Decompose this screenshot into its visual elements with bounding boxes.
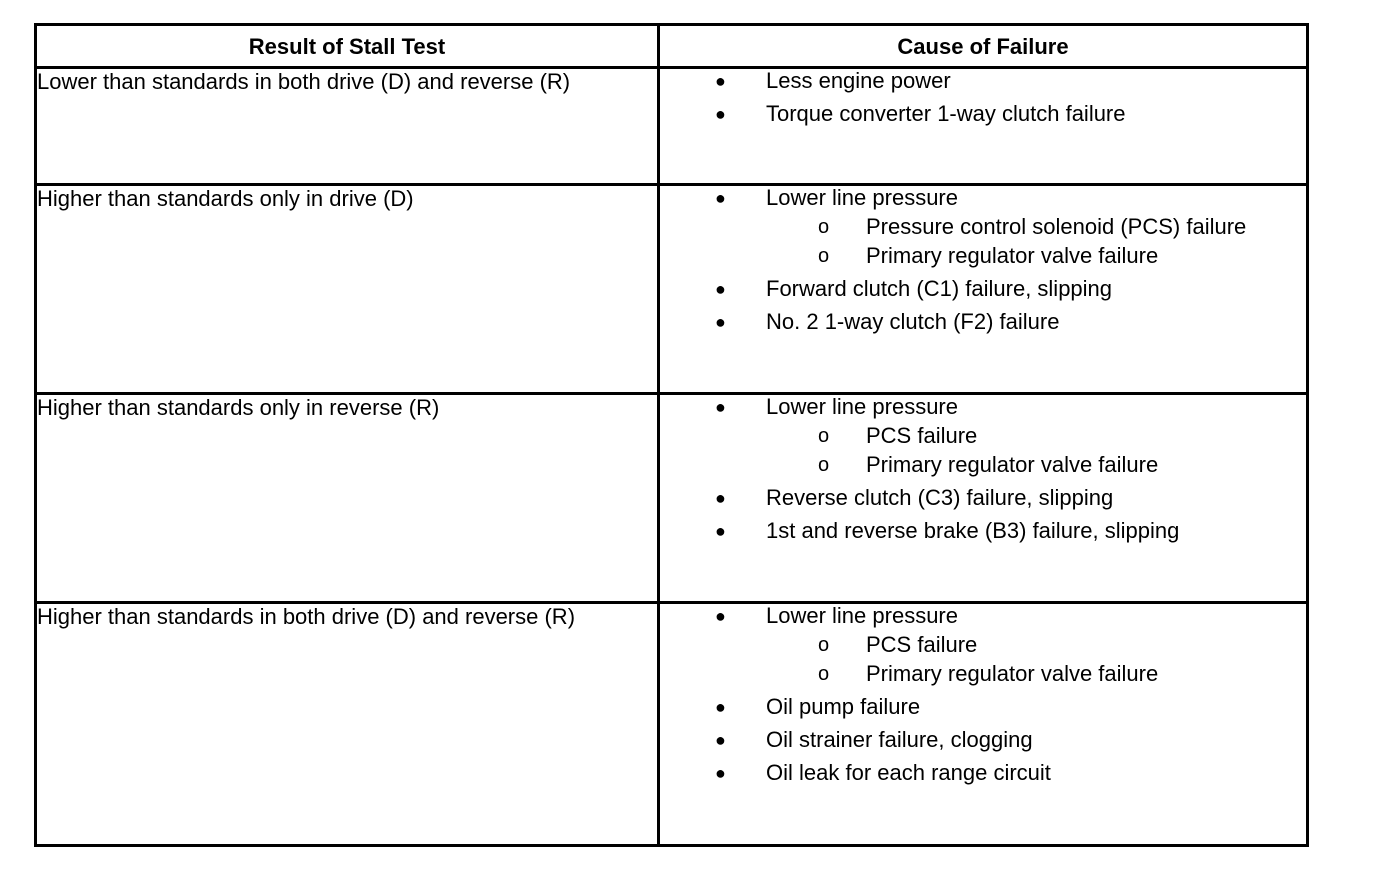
cause-item <box>660 395 1306 477</box>
sub-cause-item <box>766 214 1306 239</box>
bullet-icon: ● <box>715 730 726 750</box>
sub-cause-list <box>766 423 1306 477</box>
bullet-icon: ● <box>715 488 726 508</box>
bullet-icon: ● <box>715 312 726 332</box>
circle-bullet-icon: o <box>818 454 830 476</box>
sub-cause-text: PCS failure <box>866 632 978 657</box>
cause-item <box>660 310 1306 334</box>
cause-text: Torque converter 1-way clutch failure <box>766 101 1126 126</box>
table-row <box>36 68 1308 185</box>
sub-cause-list <box>766 632 1306 686</box>
cause-item <box>660 728 1306 752</box>
cause-item <box>660 102 1306 126</box>
sub-cause-item <box>766 243 1306 268</box>
sub-cause-item <box>766 423 1306 448</box>
circle-bullet-icon: o <box>818 245 830 267</box>
stall-test-table <box>34 23 1309 847</box>
circle-bullet-icon: o <box>818 216 830 238</box>
result-cell: Higher than standards only in drive (D) <box>36 185 659 394</box>
result-cell: Higher than standards in both drive (D) and reverse (R) <box>36 603 659 846</box>
sub-cause-item <box>766 452 1306 477</box>
cause-item <box>660 277 1306 301</box>
bullet-icon: ● <box>715 521 726 541</box>
result-cell: Lower than standards in both drive (D) and reverse (R) <box>36 68 659 185</box>
cause-text: Lower line pressure <box>766 185 958 210</box>
header-row <box>36 25 1308 68</box>
bullet-icon: ● <box>715 188 726 208</box>
cause-text: Oil pump failure <box>766 694 921 719</box>
cause-cell <box>659 603 1308 846</box>
bullet-icon: ● <box>715 397 726 417</box>
sub-cause-text: Primary regulator valve failure <box>866 452 1159 477</box>
sub-cause-text: Primary regulator valve failure <box>866 661 1159 686</box>
cause-text: Oil leak for each range circuit <box>766 760 1051 785</box>
table-row <box>36 603 1308 846</box>
cause-text: Reverse clutch (C3) failure, slipping <box>766 485 1114 510</box>
sub-cause-list <box>766 214 1306 268</box>
cause-list <box>660 395 1306 543</box>
cause-text: Lower line pressure <box>766 394 958 419</box>
cause-item <box>660 604 1306 686</box>
bullet-icon: ● <box>715 279 726 299</box>
bullet-icon: ● <box>715 697 726 717</box>
result-cell: Higher than standards only in reverse (R) <box>36 394 659 603</box>
cause-text: Lower line pressure <box>766 603 958 628</box>
cause-cell <box>659 68 1308 185</box>
cause-item <box>660 519 1306 543</box>
circle-bullet-icon: o <box>818 425 830 447</box>
cause-text: Forward clutch (C1) failure, slipping <box>766 276 1113 301</box>
cause-cell <box>659 394 1308 603</box>
bullet-icon: ● <box>715 606 726 626</box>
circle-bullet-icon: o <box>818 663 830 685</box>
cause-text: No. 2 1-way clutch (F2) failure <box>766 309 1060 334</box>
cause-item <box>660 486 1306 510</box>
cause-item <box>660 69 1306 93</box>
cause-list <box>660 604 1306 785</box>
cause-item <box>660 695 1306 719</box>
header-result: Result of Stall Test <box>36 25 659 68</box>
sub-cause-text: Pressure control solenoid (PCS) failure <box>866 214 1247 239</box>
sub-cause-text: Primary regulator valve failure <box>866 243 1159 268</box>
cause-list <box>660 69 1306 126</box>
header-cause: Cause of Failure <box>659 25 1308 68</box>
circle-bullet-icon: o <box>818 634 830 656</box>
cause-text: Oil strainer failure, clogging <box>766 727 1033 752</box>
bullet-icon: ● <box>715 763 726 783</box>
bullet-icon: ● <box>715 104 726 124</box>
cause-list <box>660 186 1306 334</box>
sub-cause-text: PCS failure <box>866 423 978 448</box>
table-row <box>36 394 1308 603</box>
table-row <box>36 185 1308 394</box>
cause-item <box>660 186 1306 268</box>
sub-cause-item <box>766 632 1306 657</box>
bullet-icon: ● <box>715 71 726 91</box>
cause-text: Less engine power <box>766 68 951 93</box>
cause-cell <box>659 185 1308 394</box>
cause-item <box>660 761 1306 785</box>
cause-text: 1st and reverse brake (B3) failure, slipping <box>766 518 1180 543</box>
sub-cause-item <box>766 661 1306 686</box>
